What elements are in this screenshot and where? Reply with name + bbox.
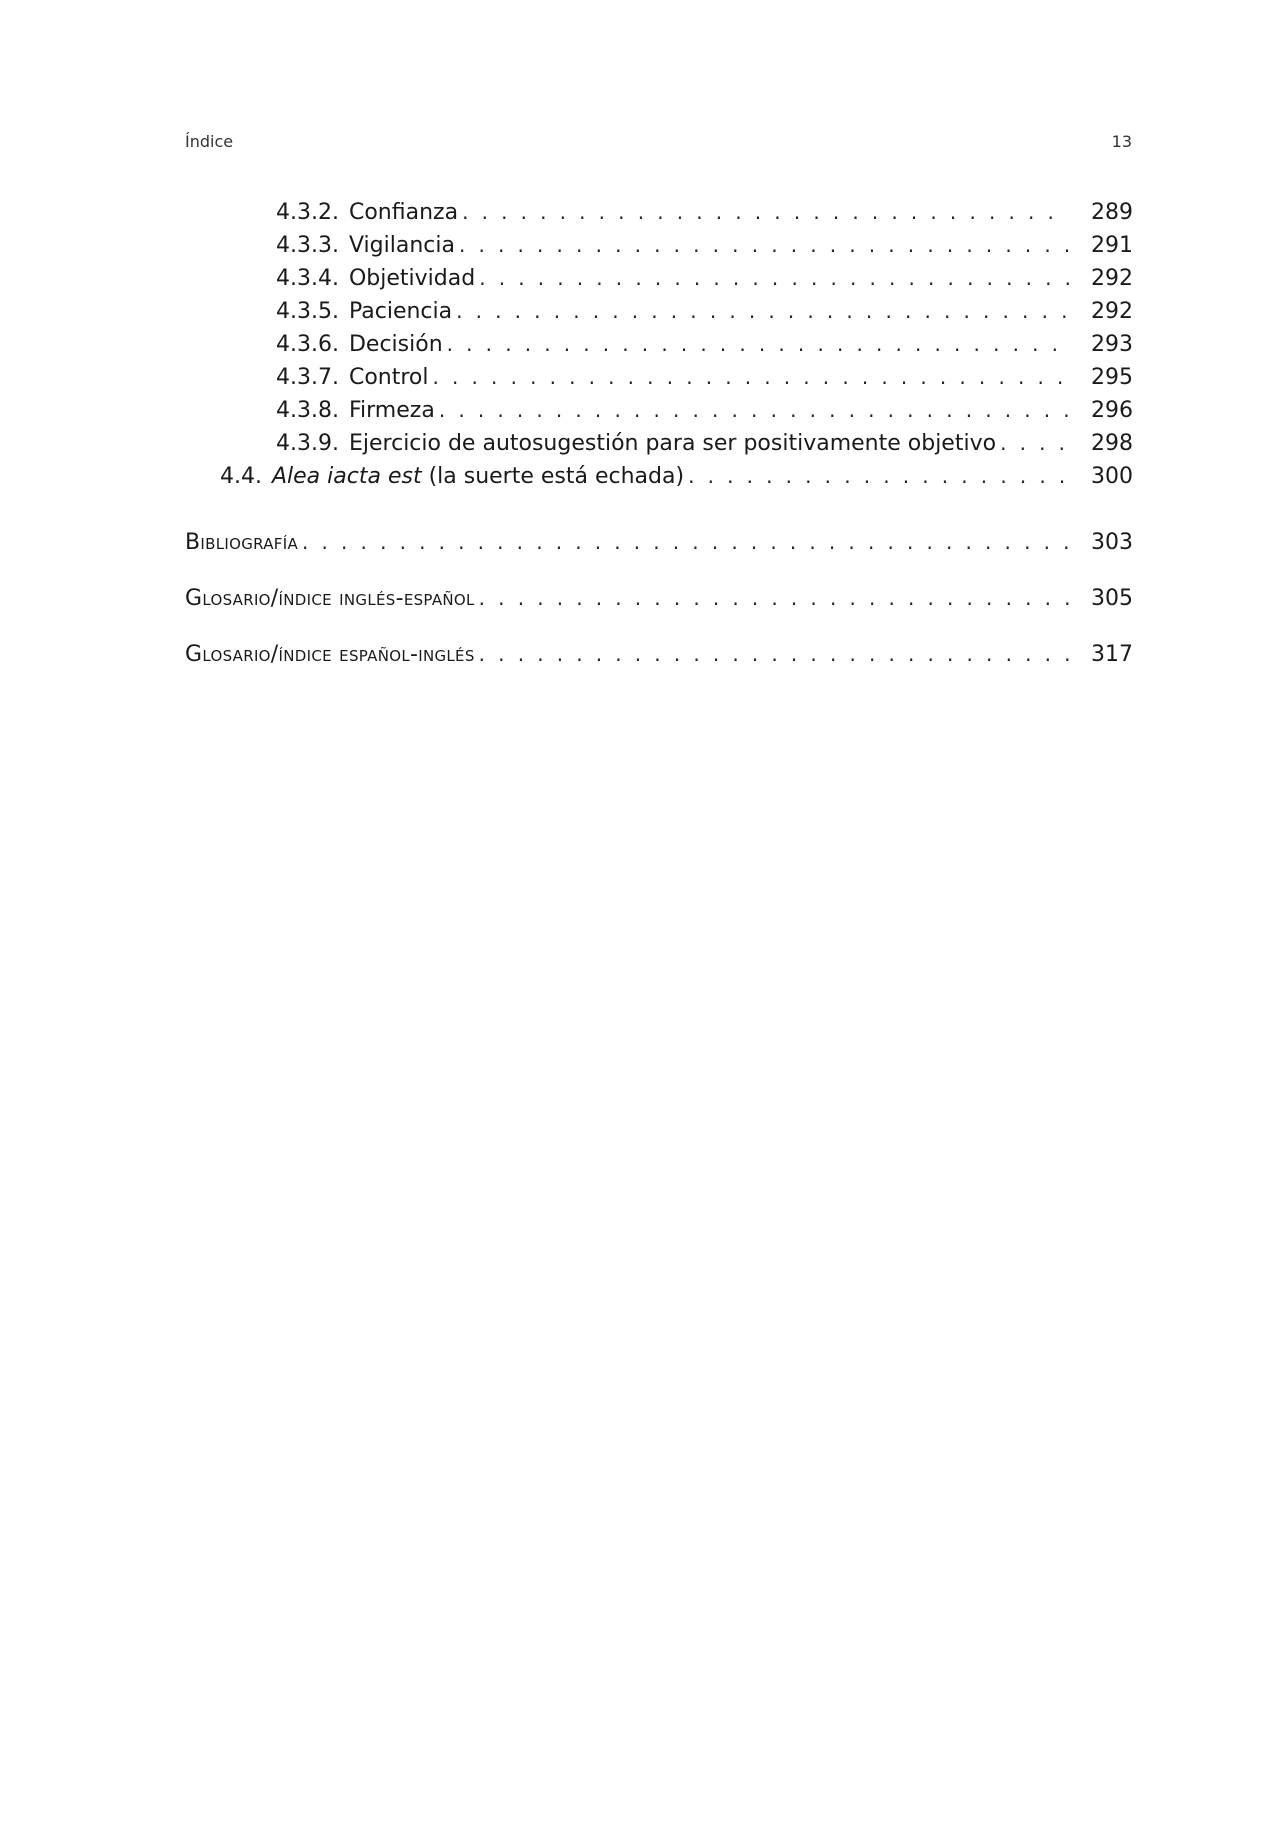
toc-entry-title: Decisión: [348, 332, 443, 357]
dot-leader: [433, 361, 1069, 393]
running-head-left: Índice: [185, 132, 234, 151]
toc-entry-page: 293: [1091, 332, 1133, 357]
page-number: 13: [1111, 132, 1132, 151]
toc-entry[interactable]: [276, 328, 1133, 360]
toc-entry-page: 292: [1091, 299, 1133, 324]
toc-entry-title: Paciencia: [348, 299, 453, 324]
toc-chapter[interactable]: [185, 638, 1133, 670]
toc-entry[interactable]: [276, 427, 1133, 459]
dot-leader: [459, 229, 1069, 261]
toc-entry[interactable]: [276, 229, 1133, 261]
toc-chapter-title: Bibliografía: [185, 530, 299, 555]
toc-entry-number: 4.3.2.: [276, 200, 339, 225]
toc-entry[interactable]: [276, 262, 1133, 294]
toc-entry-title: Control: [348, 365, 429, 390]
dot-leader: [302, 526, 1069, 558]
toc-chapter-page: 305: [1091, 586, 1133, 611]
dot-leader: [688, 460, 1069, 492]
toc-entry-title: Firmeza: [348, 398, 435, 423]
toc-chapter-title: Glosario/índice español-inglés: [185, 642, 475, 667]
dot-leader: [479, 582, 1069, 614]
toc-chapter[interactable]: [185, 582, 1133, 614]
toc-entry-page: 295: [1091, 365, 1133, 390]
toc-entry-number: 4.4.: [220, 464, 262, 489]
toc-entry-page: 298: [1091, 431, 1133, 456]
toc-entry[interactable]: [276, 394, 1133, 426]
toc-entry-title: Objetividad: [348, 266, 476, 291]
toc-entry-page: 300: [1091, 464, 1133, 489]
dot-leader: [439, 394, 1069, 426]
toc-entry-title: Vigilancia: [348, 233, 455, 258]
toc-entry[interactable]: [220, 460, 1133, 492]
toc-entry-page: 291: [1091, 233, 1133, 258]
toc-entry-page: 289: [1091, 200, 1133, 225]
dot-leader: [447, 328, 1069, 360]
toc-entry-page: 296: [1091, 398, 1133, 423]
toc-entry-number: 4.3.4.: [276, 266, 339, 291]
dot-leader: [479, 262, 1069, 294]
toc-entry-number: 4.3.6.: [276, 332, 339, 357]
toc-chapter-page: 303: [1091, 530, 1133, 555]
toc-entry-title: [272, 461, 688, 492]
toc-entry-number: 4.3.5.: [276, 299, 339, 324]
toc-entry[interactable]: [276, 295, 1133, 327]
toc-chapter-title: Glosario/índice inglés-español: [185, 586, 475, 611]
dot-leader: [456, 295, 1069, 327]
toc-entry-number: 4.3.9.: [276, 431, 339, 456]
dot-leader: [1000, 427, 1069, 459]
toc-entry-number: 4.3.7.: [276, 365, 339, 390]
toc-entry-title-italic: Alea iacta est: [271, 464, 422, 489]
toc-entry-number: 4.3.8.: [276, 398, 339, 423]
toc-chapter-page: 317: [1091, 642, 1133, 667]
toc-entry[interactable]: [276, 196, 1133, 228]
toc-entry-page: 292: [1091, 266, 1133, 291]
dot-leader: [462, 196, 1069, 228]
toc-entry-title: Confianza: [348, 200, 459, 225]
toc-chapter[interactable]: [185, 526, 1133, 558]
toc-entry-title: Ejercicio de autosugestión para ser positivamente objetivo: [348, 431, 997, 456]
toc-entry[interactable]: [276, 361, 1133, 393]
dot-leader: [479, 638, 1069, 670]
toc-entry-title-rest: (la suerte está echada): [421, 464, 685, 489]
toc-entry-number: 4.3.3.: [276, 233, 339, 258]
